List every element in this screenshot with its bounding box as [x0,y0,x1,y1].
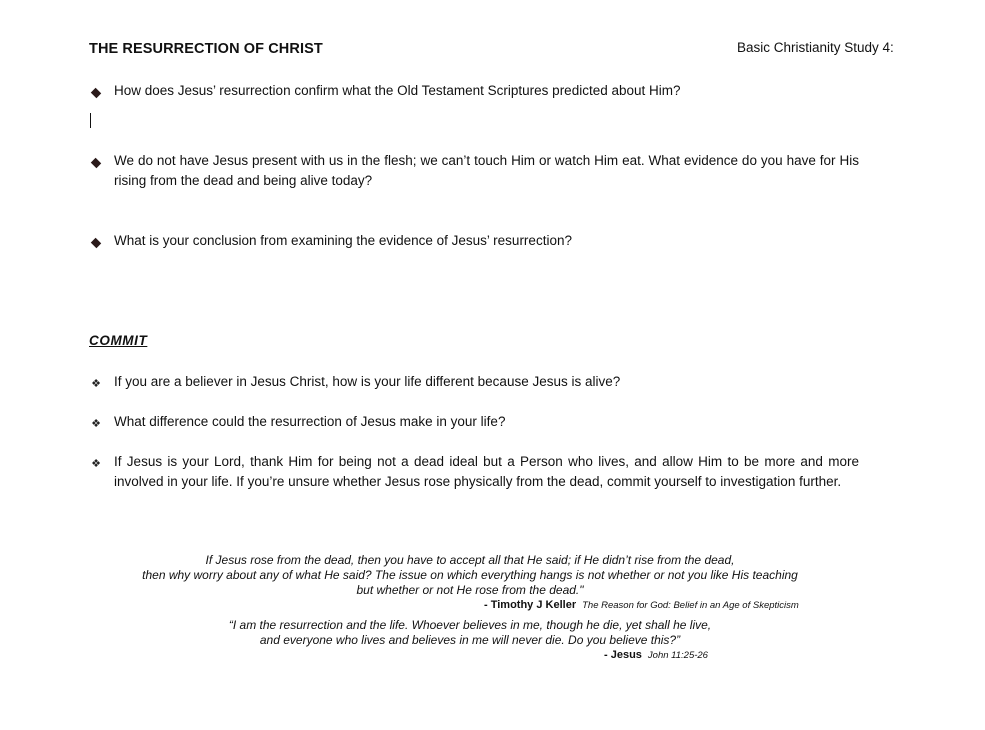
quote-line: “I am the resurrection and the life. Whoever believes in me, though he die, yet shall he live, [228,618,712,632]
page-title: THE RESURRECTION OF CHRIST [89,41,323,57]
four-diamond-bullet-icon: ❖ [91,378,101,390]
quote-attribution [604,648,708,663]
quote-source: John 11:25-26 [647,650,708,661]
quote-jesus [120,618,820,648]
question-text: How does Jesus’ resurrection confirm what the Old Testament Scriptures predicted about Him? [114,83,681,98]
question-item [89,151,859,191]
study-label: Basic Christianity Study 4: [737,40,894,55]
question-item [89,231,859,251]
quote-attribution [484,598,799,613]
diamond-bullet-icon [89,231,103,251]
commit-text: What difference could the resurrection of Jesus make in your life? [114,414,506,429]
diamond-bullet-icon [89,81,103,101]
text-cursor[interactable] [90,113,91,128]
quote-line: and everyone who lives and believes in me will never die. Do you believe this?” [259,633,681,647]
quote-line: If Jesus rose from the dead, then you have to accept all that He said; if He didn’t rise from the dead, [205,553,735,567]
section-heading-commit: COMMIT [89,333,148,348]
quote-line: then why worry about any of what He said? The issue on which everything hangs is not whether or not you like His teaching [142,568,798,582]
commit-item [89,372,859,392]
commit-item [89,452,859,492]
question-item [89,81,859,101]
commit-text: If you are a believer in Jesus Christ, how is your life different because Jesus is alive? [114,374,621,389]
four-diamond-bullet-icon: ❖ [91,458,101,470]
commit-item [89,412,859,432]
quote-keller [100,553,840,598]
commit-text: If Jesus is your Lord, thank Him for being not a dead ideal but a Person who lives, and allow Him to be more and more involved in your life. If you’re unsure whether Jesus rose physically from the dead, commit yourself to investigation further. [114,454,859,489]
quote-author: - Timothy J Keller [484,599,577,611]
four-diamond-bullet-icon: ❖ [91,418,101,430]
question-text: We do not have Jesus present with us in the flesh; we can’t touch Him or watch Him eat. What evidence do you have for His rising from the dead and being alive today? [114,153,859,188]
diamond-bullet-icon [89,151,103,171]
question-text: What is your conclusion from examining the evidence of Jesus’ resurrection? [114,233,572,248]
quote-author: - Jesus [604,649,642,661]
quote-line: but whether or not He rose from the dead." [356,583,584,597]
quote-source: The Reason for God: Belief in an Age of Skepticism [582,600,799,611]
